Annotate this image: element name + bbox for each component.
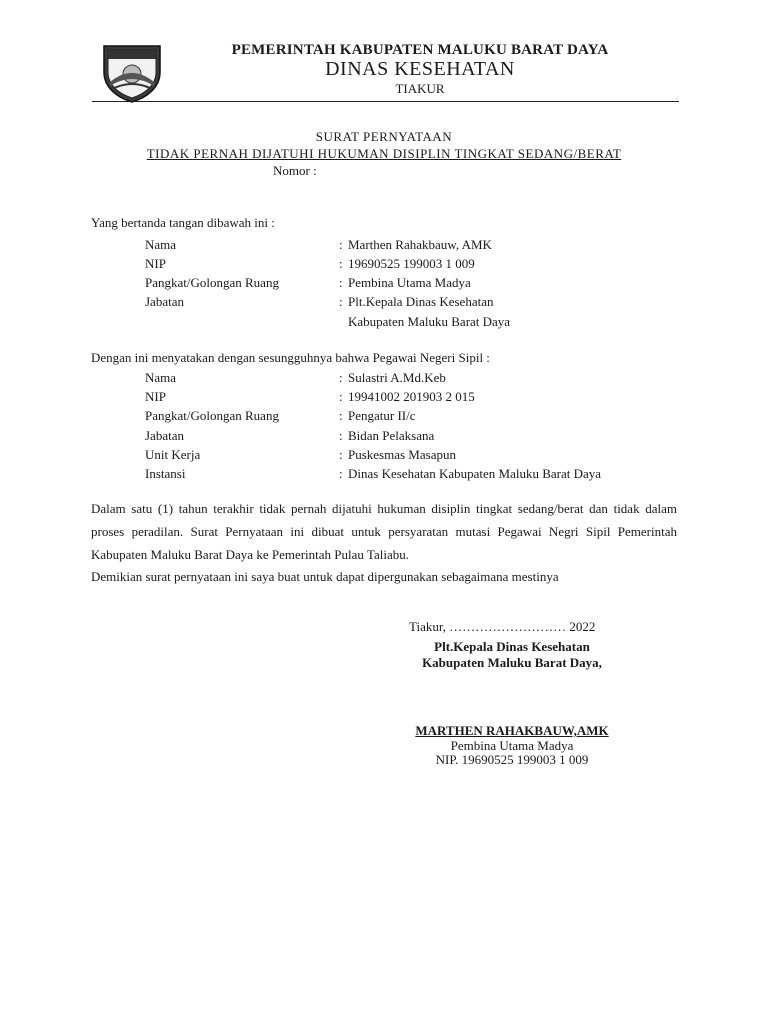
- letterhead-city: TIAKUR: [395, 81, 445, 96]
- employee-label: Pangkat/Golongan Ruang: [145, 408, 279, 423]
- employee-value: Sulastri A.Md.Keb: [348, 370, 446, 385]
- document-number-label: Nomor :: [273, 163, 317, 178]
- letterhead-divider: [92, 101, 679, 102]
- employee-label: Instansi: [145, 466, 186, 481]
- employee-value: Pengatur II/c: [348, 408, 416, 423]
- employee-colon: :: [339, 408, 343, 423]
- employee-colon: :: [339, 447, 343, 462]
- signer-label: Nama: [145, 237, 177, 252]
- signatory-name: MARTHEN RAHAKBAUW,AMK: [415, 723, 609, 738]
- employee-label: NIP: [145, 389, 166, 404]
- signer-value: Pembina Utama Madya: [348, 275, 471, 290]
- employee-intro: Dengan ini menyatakan dengan sesungguhnya bahwa Pegawai Negeri Sipil :: [91, 350, 490, 365]
- employee-value: Puskesmas Masapun: [348, 447, 456, 462]
- employee-colon: :: [339, 370, 343, 385]
- signer-label: Pangkat/Golongan Ruang: [145, 275, 279, 290]
- employee-value: Dinas Kesehatan Kabupaten Maluku Barat Daya: [348, 466, 602, 481]
- letterhead-government: PEMERINTAH KABUPATEN MALUKU BARAT DAYA: [231, 42, 609, 58]
- signer-intro: Yang bertanda tangan dibawah ini :: [91, 215, 275, 230]
- document-subtitle: [0, 146, 768, 162]
- signer-value: Plt.Kepala Dinas Kesehatan: [348, 294, 494, 309]
- place-date: Tiakur, ……………………… 2022: [409, 619, 596, 634]
- employee-colon: :: [339, 428, 343, 443]
- employee-value: Bidan Pelaksana: [348, 428, 435, 443]
- employee-colon: :: [339, 389, 343, 404]
- employee-label: Jabatan: [145, 428, 184, 443]
- signer-colon: :: [339, 275, 343, 290]
- signatory-nip: NIP. 19690525 199003 1 009: [435, 752, 589, 767]
- signer-label: NIP: [145, 256, 166, 271]
- employee-label: Nama: [145, 370, 177, 385]
- document-subtitle-text: TIDAK PERNAH DIJATUHI HUKUMAN DISIPLIN TINGKAT SEDANG/BERAT: [146, 146, 622, 161]
- signer-value: 19690525 199003 1 009: [348, 256, 475, 271]
- signer-value: Marthen Rahakbauw, AMK: [348, 237, 492, 252]
- signatory-rank: Pembina Utama Madya: [450, 738, 574, 753]
- employee-colon: :: [339, 466, 343, 481]
- signer-colon: :: [339, 294, 343, 309]
- office-title-line2: Kabupaten Maluku Barat Daya,: [422, 655, 602, 670]
- signer-colon: :: [339, 256, 343, 271]
- signer-value: Kabupaten Maluku Barat Daya: [348, 314, 511, 329]
- statement-paragraph: Dalam satu (1) tahun terakhir tidak pernah dijatuhi hukuman disiplin tingkat sedang/berat dan tidak dalam proses peradilan. Surat Pernyataan ini dibuat untuk persyaratan mutasi Pegawai Negri Sipil Pemerintah Kabupaten Maluku Barat Daya ke Pemerintah Pulau Taliabu.: [91, 501, 677, 562]
- employee-value: 19941002 201903 2 015: [348, 389, 475, 404]
- document-title: SURAT PERNYATAAN: [315, 129, 453, 144]
- closing-sentence: Demikian surat pernyataan ini saya buat untuk dapat dipergunakan sebagaimana mestinya: [91, 569, 559, 584]
- office-title-line1: Plt.Kepala Dinas Kesehatan: [434, 639, 590, 654]
- signer-label: Jabatan: [145, 294, 184, 309]
- employee-label: Unit Kerja: [145, 447, 201, 462]
- regency-logo: [100, 42, 164, 104]
- letterhead-agency: DINAS KESEHATAN: [325, 58, 515, 80]
- signer-colon: :: [339, 237, 343, 252]
